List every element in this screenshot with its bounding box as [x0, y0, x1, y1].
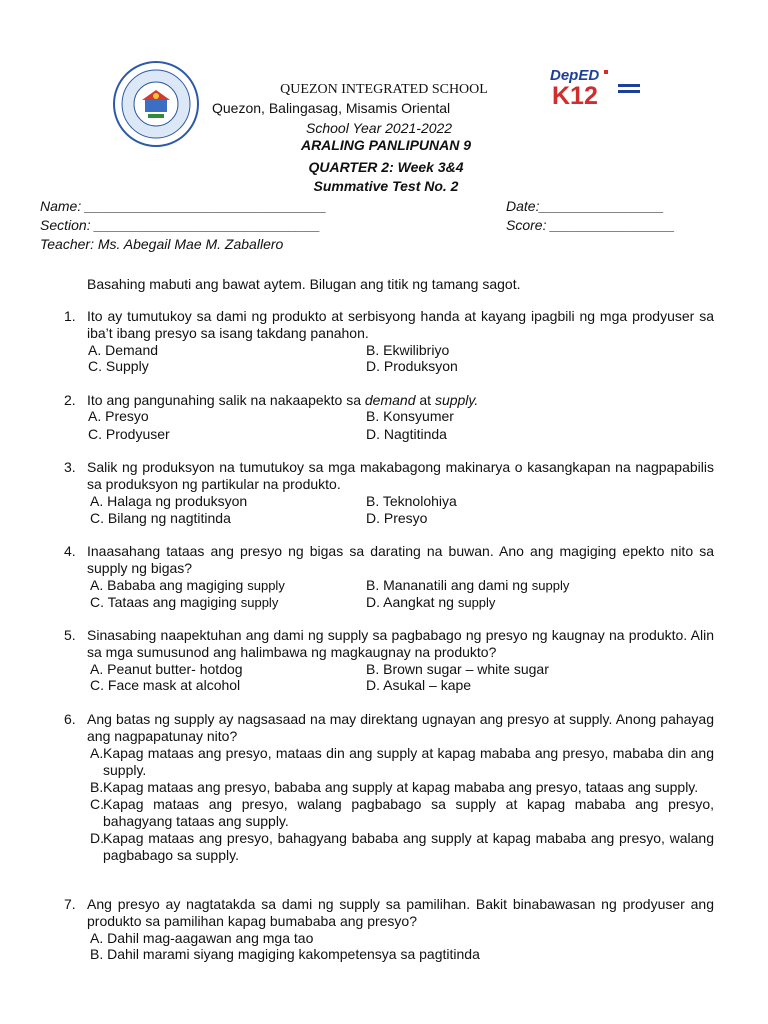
option-text: Kapag mataas ang presyo, mataas din ang supply at kapag mababa ang presyo, mababa din ang supply. [103, 745, 714, 778]
option-c[interactable]: C. Prodyuser [88, 426, 170, 442]
option-a[interactable] [90, 577, 285, 594]
question-7 [64, 896, 714, 930]
question-stem: Ito ay tumutukoy sa dami ng produkto at serbisyong handa at kayang ipagbili ng mga prodyuser sa iba’t ibang presyo sa isang takdang panahon. [87, 308, 714, 341]
question-2 [64, 392, 714, 409]
option-d[interactable]: D. Asukal – kape [366, 677, 472, 693]
stem-text: at [415, 392, 435, 408]
question-number: 1. [64, 308, 76, 324]
option-text: Kapag mataas ang presyo, walang pagbabago sa supply at kapag mababa ang presyo, bahagyang tataas ang supply. [103, 796, 714, 829]
school-address: Quezon, Balingasag, Misamis Oriental [212, 100, 451, 116]
school-year: School Year 2021-2022 [306, 120, 453, 136]
question-number: 5. [64, 627, 76, 643]
option-text: B. Mananatili ang dami ng [366, 577, 532, 593]
instructions: Basahing mabuti ang bawat aytem. Bilugan ang titik ng tamang sagot. [87, 276, 521, 292]
option-text: C. Tataas ang magiging [90, 594, 241, 610]
question-4 [64, 543, 714, 577]
option-letter: A. [90, 745, 104, 761]
option-term: supply [247, 578, 285, 593]
question-number: 7. [64, 896, 76, 912]
quarter-title: QUARTER 2: Week 3&4 [308, 159, 464, 175]
option-b[interactable]: B. Konsyumer [366, 408, 454, 424]
date-field[interactable]: Date:________________ [506, 198, 665, 214]
stem-emphasis: supply. [434, 392, 479, 408]
option-a[interactable]: A. Halaga ng produksyon [90, 493, 248, 509]
question-number: 6. [64, 711, 76, 727]
option-term: supply [531, 578, 570, 593]
option-c[interactable] [87, 796, 714, 830]
question-5 [64, 627, 714, 661]
option-a[interactable] [87, 745, 714, 779]
option-text: Kapag mataas ang presyo, bahagyang bababa ang supply at kapag mababa ang presyo, walang pagbabago sa supply. [103, 830, 714, 863]
option-b[interactable]: B. Dahil marami siyang magiging kakompetensya sa pagtitinda [90, 946, 480, 962]
question-stem [87, 392, 714, 409]
question-stem: Ang presyo ay nagtatakda sa dami ng supply sa pamilihan. Bakit binabawasan ng prodyuser ang produkto sa pamilihan kapag bumababa ang presyo? [87, 896, 714, 929]
teacher-field: Teacher: Ms. Abegail Mae M. Zaballero [40, 236, 284, 252]
school-name: QUEZON INTEGRATED SCHOOL [280, 82, 488, 97]
stem-emphasis: demand [364, 392, 416, 408]
question-stem: Inaasahang tataas ang presyo ng bigas sa darating na buwan. Ano ang magiging epekto nito sa supply ng bigas? [87, 543, 714, 576]
svg-text:DepED: DepED [550, 67, 600, 84]
option-letter: B. [90, 779, 104, 795]
option-text: Kapag mataas ang presyo, bababa ang supply at kapag mababa ang presyo, tataas ang supply. [103, 779, 699, 795]
option-text: A. Bababa ang magiging [90, 577, 248, 593]
option-d[interactable] [87, 830, 714, 864]
question-1 [64, 308, 714, 342]
option-d[interactable]: D. Nagtitinda [366, 426, 447, 442]
option-c[interactable]: C. Supply [88, 358, 149, 374]
stem-text: Ito ang pangunahing salik na nakaapekto sa [87, 392, 365, 408]
option-term: supply [240, 595, 279, 610]
option-c[interactable]: C. Face mask at alcohol [90, 677, 241, 693]
name-field[interactable]: Name: _______________________________ [40, 198, 327, 214]
question-stem: Ang batas ng supply ay nagsasaad na may direktang ugnayan ang presyo at supply. Anong pahayag ang nagpapatunay nito? [87, 711, 714, 744]
option-b[interactable] [87, 779, 714, 796]
option-d[interactable] [366, 594, 495, 611]
question-number: 3. [64, 459, 76, 475]
option-a[interactable]: A. Demand [88, 342, 159, 358]
question-stem: Sinasabing naapektuhan ang dami ng supply sa pagbabago ng presyo ng kaugnay na produkto. Alin sa mga sumusunod ang halimbawa ng magkaugnay na produkto? [87, 627, 714, 660]
option-text: D. Aangkat ng [366, 594, 458, 610]
option-c[interactable]: C. Bilang ng nagtitinda [90, 510, 231, 526]
question-3 [64, 459, 714, 493]
option-term: supply [457, 595, 496, 610]
option-d[interactable]: D. Presyo [366, 510, 428, 526]
option-b[interactable]: B. Brown sugar – white sugar [366, 661, 549, 677]
option-c[interactable] [90, 594, 278, 611]
school-seal-logo [112, 60, 200, 148]
question-number: 4. [64, 543, 76, 559]
option-a[interactable]: A. Presyo [88, 408, 149, 424]
score-field[interactable]: Score: ________________ [506, 217, 675, 233]
option-b[interactable] [366, 577, 569, 594]
test-title: Summative Test No. 2 [313, 178, 459, 194]
option-letter: D. [90, 830, 104, 846]
option-a[interactable]: A. Peanut butter- hotdog [90, 661, 243, 677]
option-letter: C. [90, 796, 104, 812]
question-stem: Salik ng produksyon na tumutukoy sa mga makabagong makinarya o kasangkapan na nagpapabilis sa produksyon ng partikular na produkto. [87, 459, 714, 492]
question-number: 2. [64, 392, 76, 408]
option-d[interactable]: D. Produksyon [366, 358, 458, 374]
subject-title: ARALING PANLIPUNAN 9 [300, 137, 472, 153]
question-6 [64, 711, 714, 864]
option-b[interactable]: B. Ekwilibriyo [366, 342, 450, 358]
svg-text:K12: K12 [552, 82, 598, 106]
section-field[interactable]: Section: _____________________________ [40, 217, 321, 233]
option-a[interactable]: A. Dahil mag-aagawan ang mga tao [90, 930, 314, 946]
option-b[interactable]: B. Teknolohiya [366, 493, 457, 509]
